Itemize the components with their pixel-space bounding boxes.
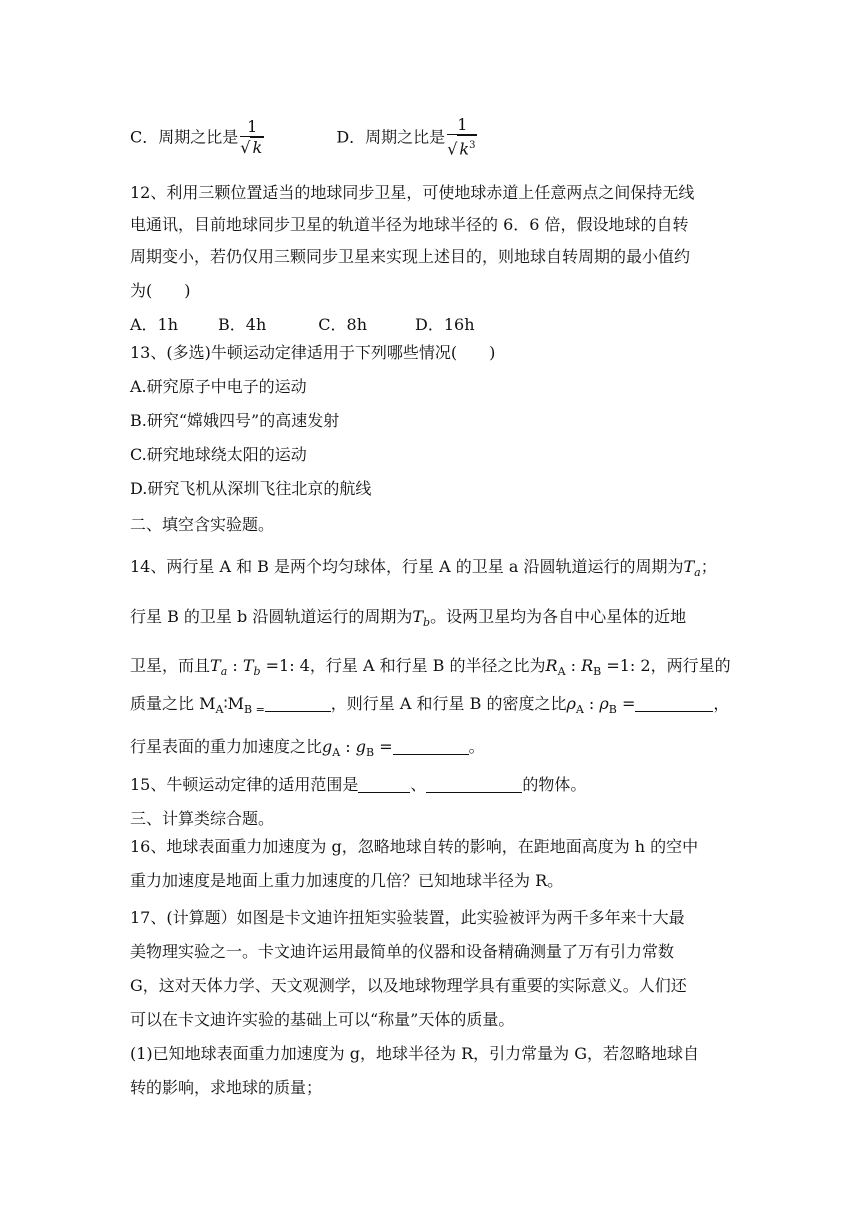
q15-line [130, 774, 586, 796]
q12-options [130, 314, 475, 336]
q13-stem: 13、(多选)牛顿运动定律适用于下列哪些情况( ) [130, 343, 496, 362]
q15-separator: 、 [410, 775, 427, 794]
q14-ratio-T1: T [210, 656, 221, 675]
q11-options-line [130, 116, 479, 164]
q14-ratio-R2: R [581, 656, 594, 675]
q14-rho-a: ρ [566, 694, 576, 713]
q14-ratio-T1-sub: a [220, 665, 228, 679]
q12-option-b: B．4h [218, 315, 267, 334]
q11-option-c-numerator: 1 [240, 118, 264, 137]
q12-line-2: 电通讯，目前地球同步卫星的轨道半径为地球半径的 6．6 倍，假设地球的自转 [130, 215, 689, 234]
q14-g-b: g [355, 737, 367, 756]
q17-line-5: (1)已知地球表面重力加速度为 g，地球半径为 R，引力常量为 G，若忽略地球自 [130, 1044, 699, 1063]
q14-line-5 [130, 736, 485, 764]
q14-line-4 [130, 693, 729, 721]
q14-mass-sub-a: A [215, 703, 224, 717]
q16-line-1: 16、地球表面重力加速度为 g，忽略地球自转的影响，在距地面高度为 h 的空中 [130, 837, 699, 856]
q13-option-c: C.研究地球绕太阳的运动 [130, 445, 307, 464]
q16-line-2: 重力加速度是地面上重力加速度的几倍？已知地球半径为 R。 [130, 871, 564, 890]
q14-rho-colon: : [583, 694, 600, 713]
q15-text-a: 15、牛顿运动定律的适用范围是 [130, 775, 359, 794]
q14-ratio-T2: T [242, 656, 254, 675]
q14-mass-sub-b: B = [243, 703, 265, 717]
q14-rho-b-sub: B [608, 703, 617, 717]
q14-line-1 [130, 556, 717, 584]
q11-option-c-text: C．周期之比是 [130, 127, 239, 147]
q17-line-1: 17、(计算题）如图是卡文迪许扭矩实验装置，此实验被评为两千多年来十大最 [130, 908, 685, 927]
q14-rho-b: ρ [599, 694, 609, 713]
q14-ratio-R2-sub: B [593, 665, 602, 679]
q11-option-d-numerator: 1 [447, 116, 477, 135]
q14-ratio-T-value: =1: 4 [260, 656, 310, 675]
q14-mass-ratio-label: 质量之比 M [130, 694, 216, 713]
q14-line-2-text: 行星 B 的卫星 b 沿圆轨道运行的周期为 [130, 607, 413, 626]
q15-blank-1[interactable] [358, 776, 410, 793]
q17-line-4: 可以在卡文迪许实验的基础上可以“称量”天体的质量。 [130, 1010, 515, 1029]
q14-ratio-R1: R [545, 656, 558, 675]
q12-option-c: C．8h [318, 315, 368, 334]
q14-g-equals: = [374, 737, 393, 756]
q14-gravity-blank[interactable] [393, 738, 469, 755]
q14-mass-colon: ∶M [223, 694, 244, 713]
q14-g-a: g [322, 737, 333, 756]
q14-g-a-sub: A [332, 746, 341, 760]
q14-ratio-R-value: =1: 2 [601, 656, 651, 675]
q14-Tb-subscript: b [423, 616, 431, 630]
q14-density-blank[interactable] [635, 695, 713, 712]
q14-g-colon: : [340, 737, 356, 756]
section-3-heading: 三、计算类综合题。 [130, 809, 275, 828]
q14-rho-a-sub: A [575, 703, 584, 717]
q14-line-4-end: ， [713, 694, 730, 713]
q14-mass-blank[interactable] [265, 695, 331, 712]
q11-option-d-text: D．周期之比是 [336, 127, 446, 147]
q14-density-label: ，则行星 A 和行星 B 的密度之比 [330, 694, 567, 713]
q14-Ta-subscript: a [694, 566, 701, 580]
q14-line-2-tail: 。设两卫星均为各自中心星体的近地 [430, 607, 687, 626]
q12-option-a: A．1h [130, 315, 179, 334]
q13-option-d: D.研究飞机从深圳飞往北京的航线 [130, 479, 372, 498]
q11-option-c-fraction [240, 118, 264, 158]
q12-line-4: 为( ) [130, 281, 191, 300]
q14-Ta-symbol: T [683, 557, 695, 576]
q12-option-d: D．16h [415, 315, 475, 334]
q14-line-3-text: 卫星，而且 [130, 656, 211, 675]
q14-line-3 [130, 655, 731, 683]
q11-option-c-var: k [252, 137, 263, 157]
q12-line-1: 12、利用三颗位置适当的地球同步卫星，可使地球赤道上任意两点之间保持无线 [130, 183, 695, 202]
q14-line-1-text: 14、两行星 A 和 B 是两个均匀球体，行星 A 的卫星 a 沿圆轨道运行的周期为 [130, 557, 684, 576]
q15-blank-2[interactable] [426, 776, 522, 793]
q17-line-3: G，这对天体力学、天文观测学，以及地球物理学具有重要的实际意义。人们还 [130, 976, 687, 995]
q13-option-b: B.研究“嫦娥四号”的高速发射 [130, 411, 340, 430]
q14-line-3-end: ，两行星的 [650, 656, 731, 675]
q14-line-5-end: 。 [468, 737, 485, 756]
q14-line-2 [130, 606, 686, 634]
q11-option-c-radical: √ [240, 137, 251, 157]
q11-option-d-var: k [459, 139, 470, 159]
q15-text-c: 的物体。 [522, 775, 587, 794]
q17-line-2: 美物理实验之一。卡文迪许运用最简单的仪器和设备精确测量了万有引力常数 [130, 942, 675, 961]
q12-line-3: 周期变小，若仍仅用三颗同步卫星来实现上述目的，则地球自转周期的最小值约 [130, 247, 691, 266]
q14-ratio-R1-sub: A [557, 665, 566, 679]
q14-ratio-colon-1: : [227, 656, 243, 675]
q14-Tb-symbol: T [412, 607, 424, 626]
q14-rho-equals: = [616, 694, 636, 713]
section-2-heading: 二、填空含实验题。 [130, 515, 275, 534]
q17-line-6: 转的影响，求地球的质量； [130, 1078, 323, 1097]
q11-option-d-radical: √ [447, 139, 458, 159]
q14-line-3-middle: ，行星 A 和行星 B 的半径之比为 [309, 656, 546, 675]
q13-option-a: A.研究原子中电子的运动 [130, 377, 307, 396]
q14-gravity-label: 行星表面的重力加速度之比 [130, 737, 323, 756]
q14-ratio-T2-sub: b [253, 665, 261, 679]
q14-line-1-end: ； [700, 557, 717, 576]
q11-option-d-fraction [447, 116, 477, 159]
q11-option-d-exponent: 3 [469, 140, 476, 151]
q14-g-b-sub: B [366, 746, 375, 760]
q14-ratio-colon-2: : [565, 656, 582, 675]
